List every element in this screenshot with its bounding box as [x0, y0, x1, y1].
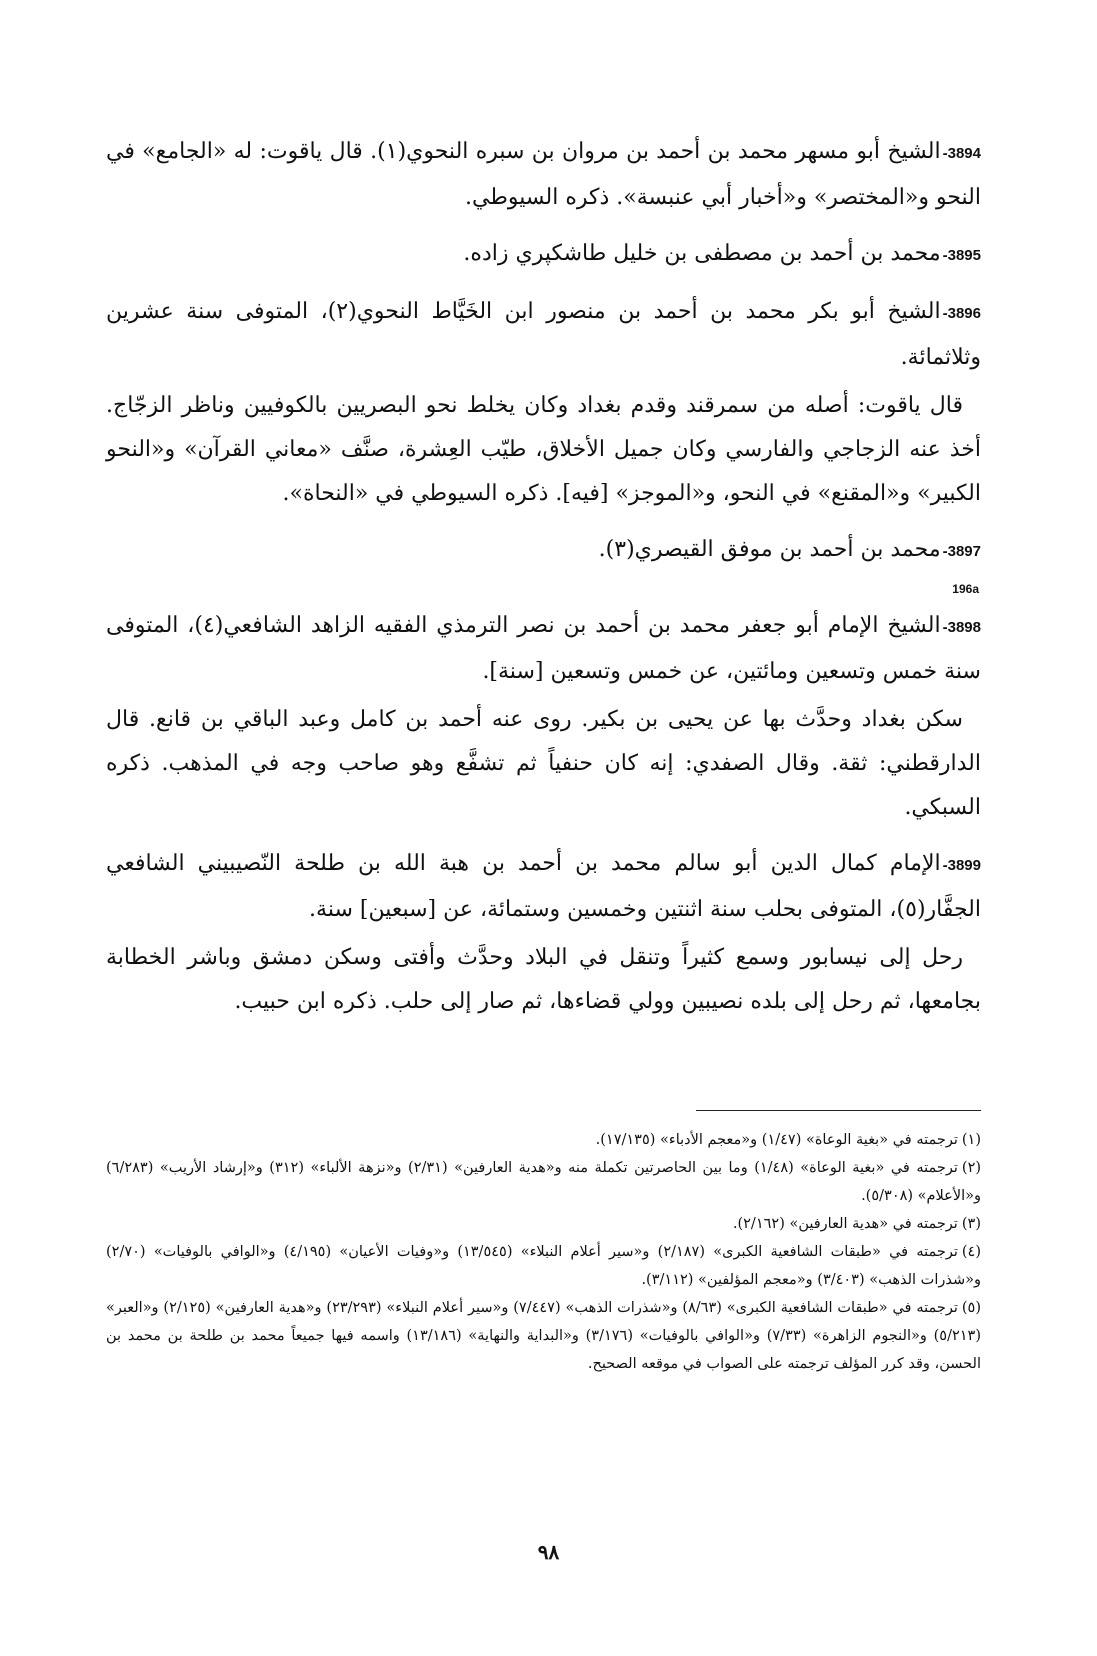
- entry-3897: [106, 528, 981, 574]
- footnote-4: [106, 1238, 981, 1294]
- entry-description: قال ياقوت: أصله من سمرقند وقدم بغداد وكان يخلط نحو البصريين بالكوفيين وناظر الزجّاج. أخذ عنه الزجاجي والفارسي وكان جميل الأخلاق، طيّب العِشرة، صنَّف «معاني القرآن» و«النحو الكبير» و«المقنع» في النحو، و«الموجز» [فيه]. ذكره السيوطي في «النحاة».: [106, 393, 981, 506]
- footnote-number: (٢): [961, 1160, 982, 1176]
- footnotes: [106, 1126, 981, 1378]
- entry-text: الشيخ الإمام أبو جعفر محمد بن أحمد بن نصر الترمذي الفقيه الزاهد الشافعي(٤)، المتوفى سنة خمس وتسعين ومائتين، عن خمس وتسعين [سنة].: [106, 613, 981, 684]
- entry-3899: [106, 842, 981, 1024]
- footnote-number: (٤): [961, 1244, 981, 1260]
- entry-3894: [106, 130, 981, 220]
- entry-text: محمد بن أحمد بن موفق القيصري(٣).: [598, 537, 941, 562]
- main-text: [106, 130, 981, 1036]
- entry-number: 3898-: [942, 619, 981, 636]
- entry-text: الشيخ أبو مسهر محمد بن أحمد بن مروان بن سبره النحوي(١). قال ياقوت: له «الجامع» في النحو و«المختصر» و«أخبار أبي عنبسة». ذكره السيوطي.: [106, 139, 981, 210]
- entry-description: رحل إلى نيسابور وسمع كثيراً وتنقل في البلاد وحدَّث وأفتى وسكن دمشق وباشر الخطابة بجامعها، ثم رحل إلى بلده نصيبين وولي قضاءها، ثم صار إلى حلب. ذكره ابن حبيب.: [106, 945, 981, 1014]
- entry-3895: [106, 232, 981, 278]
- entry-number: 3897-: [942, 543, 981, 560]
- entry-description: سكن بغداد وحدَّث بها عن يحيى بن بكير. روى عنه أحمد بن كامل وعبد الباقي بن قانع. قال الدارقطني: ثقة. وقال الصفدي: إنه كان حنفياً ثم تشفَّع وهو صاحب وجه في المذهب. ذكره السبكي.: [106, 707, 981, 820]
- folio-marker: 196a: [952, 582, 979, 596]
- footnote-1: [106, 1126, 981, 1154]
- footnote-text: ترجمته في «طبقات الشافعية الكبرى» (٢/١٨٧) و«سير أعلام النبلاء» (١٣/٥٤٥) و«وفيات الأعيان» (٤/١٩٥) و«الوافي بالوفيات» (٢/٧٠) و«شذرات الذهب» (٣/٤٠٣) و«معجم المؤلفين» (٣/١١٢).: [106, 1244, 981, 1288]
- footnote-separator: [696, 1110, 981, 1111]
- entry-text: الشيخ أبو بكر محمد بن أحمد بن منصور ابن الخَيَّاط النحوي(٢)، المتوفى سنة عشرين وثلاثمائة.: [106, 299, 981, 370]
- entry-3898: [106, 604, 981, 830]
- footnote-3: [106, 1210, 981, 1238]
- footnote-text: ترجمته في «بغية الوعاة» (١/٤٧) و«معجم الأدباء» (١٧/١٣٥).: [595, 1132, 958, 1148]
- footnote-number: (٣): [961, 1216, 981, 1232]
- entry-number: 3895-: [942, 247, 981, 264]
- footnote-text: ترجمته في «بغية الوعاة» (١/٤٨) وما بين الحاصرتين تكملة منه و«هدية العارفين» (٢/٣١) و«نزهة الألباء» (٣١٢) و«إرشاد الأريب» (٦/٢٨٣) و«الأعلام» (٥/٣٠٨).: [106, 1160, 981, 1204]
- entry-3896: [106, 290, 981, 516]
- entry-number: 3896-: [942, 305, 981, 322]
- entry-number: 3899-: [942, 857, 981, 874]
- footnote-2: [106, 1154, 981, 1210]
- entry-number: 3894-: [942, 145, 981, 162]
- footnote-number: (٥): [961, 1300, 981, 1316]
- footnote-number: (١): [961, 1132, 981, 1148]
- footnote-5: [106, 1294, 981, 1378]
- footnote-text: ترجمته في «طبقات الشافعية الكبرى» (٨/٦٣) و«شذرات الذهب» (٧/٤٤٧) و«سير أعلام النبلاء» (٢٣/٢٩٣) و«هدية العارفين» (٢/١٢٥) و«العبر» (٥/٢١٣) و«النجوم الزاهرة» (٧/٣٣) و«الوافي بالوفيات» (٣/١٧٦) و«البداية والنهاية» (١٣/١٨٦) واسمه فيها جميعاً محمد بن طلحة بن محمد بن الحسن، وقد كرر المؤلف ترجمته على الصواب في موقعه الصحيح.: [106, 1300, 981, 1372]
- entry-text: الإمام كمال الدين أبو سالم محمد بن أحمد بن هبة الله بن طلحة النّصيبيني الشافعي الجفَّار(٥)، المتوفى بحلب سنة اثنتين وخمسين وستمائة، عن [سبعين] سنة.: [106, 851, 981, 922]
- page-number: ٩٨: [537, 1540, 560, 1564]
- entry-text: محمد بن أحمد بن مصطفى بن خليل طاشكپري زاده.: [463, 241, 941, 266]
- footnote-text: ترجمته في «هدية العارفين» (٢/١٦٢).: [732, 1216, 958, 1232]
